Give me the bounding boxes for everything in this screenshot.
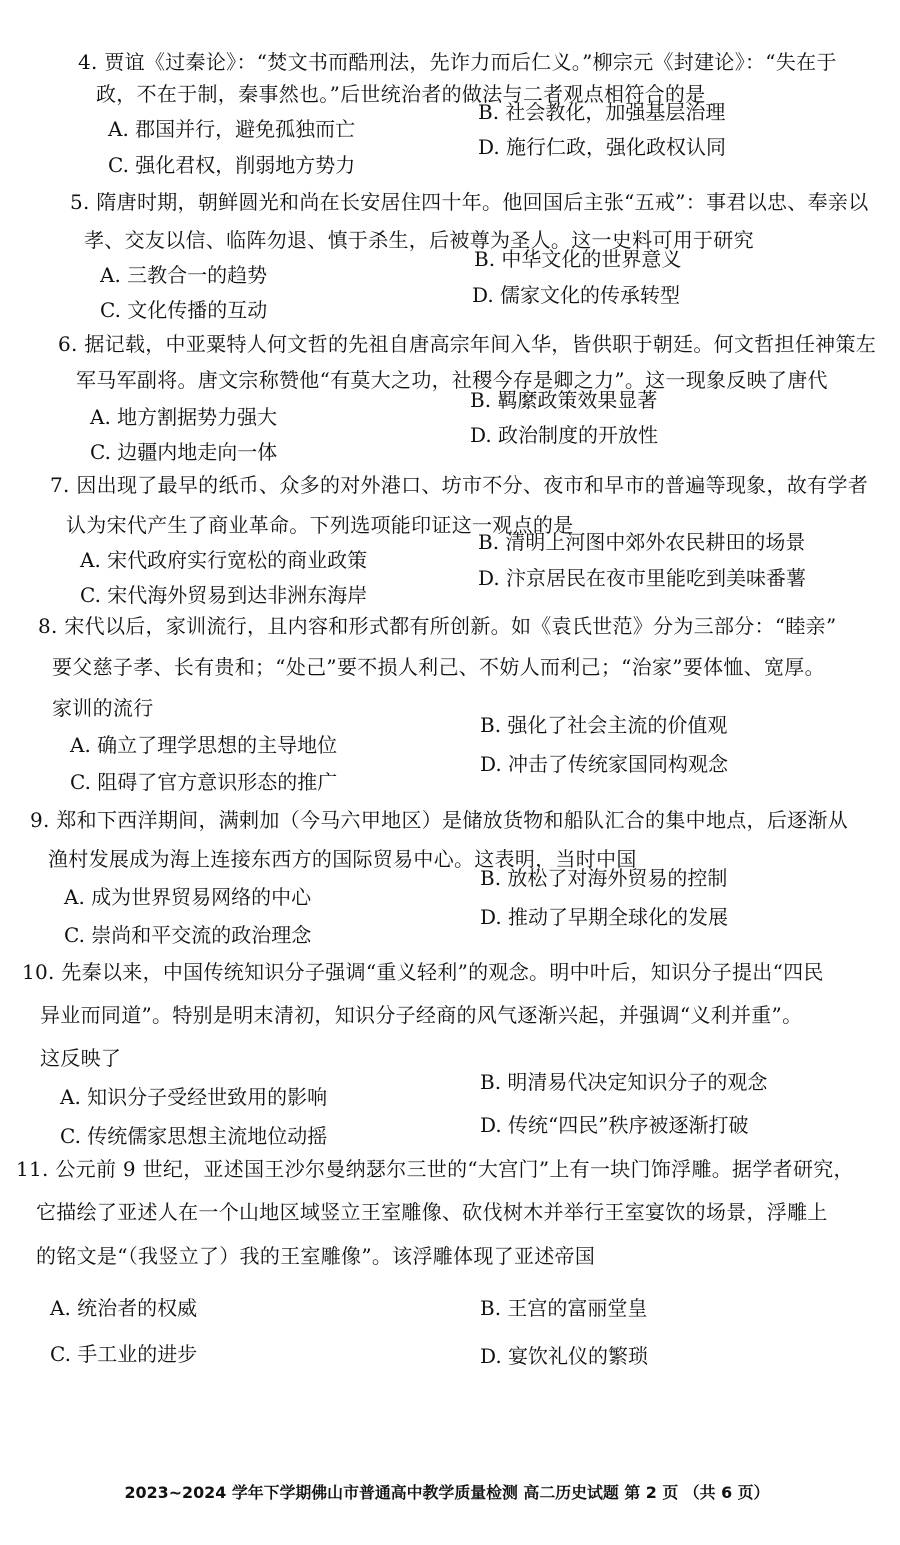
- question-9-option-c: C. 崇尚和平交流的政治理念: [64, 923, 312, 947]
- question-6-stem-line-2: 军马军副将。唐文宗称赞他“有莫大之功，社稷今存是卿之力”。这一现象反映了唐代: [76, 368, 828, 392]
- question-10-option-a: A. 知识分子受经世致用的影响: [60, 1085, 328, 1109]
- question-5-option-b: B. 中华文化的世界意义: [474, 247, 682, 271]
- question-5-option-d: D. 儒家文化的传承转型: [472, 283, 681, 307]
- question-6-option-d: D. 政治制度的开放性: [470, 423, 659, 447]
- question-7-option-c: C. 宋代海外贸易到达非洲东海岸: [80, 583, 368, 607]
- question-5-stem-line-1: 5. 隋唐时期，朝鲜圆光和尚在长安居住四十年。他回国后主张“五戒”：事君以忠、奉亲以: [70, 190, 869, 214]
- question-9-option-b: B. 放松了对海外贸易的控制: [480, 866, 728, 890]
- question-4-option-b: B. 社会教化，加强基层治理: [478, 100, 726, 124]
- question-11-option-d: D. 宴饮礼仪的繁琐: [480, 1344, 649, 1368]
- question-11-stem-line-3: 的铭文是“（我竖立了）我的王室雕像”。该浮雕体现了亚述帝国: [36, 1244, 596, 1268]
- question-5-option-c: C. 文化传播的互动: [100, 298, 268, 322]
- question-11-option-c: C. 手工业的进步: [50, 1342, 198, 1366]
- question-6-option-a: A. 地方割据势力强大: [90, 405, 278, 429]
- question-11-stem-line-2: 它描绘了亚述人在一个山地区域竖立王室雕像、砍伐树木并举行王室宴饮的场景，浮雕上: [36, 1200, 828, 1224]
- question-6-option-b: B. 羁縻政策效果显著: [470, 388, 658, 412]
- question-8-option-a: A. 确立了理学思想的主导地位: [70, 733, 338, 757]
- question-10-option-c: C. 传统儒家思想主流地位动摇: [60, 1124, 328, 1148]
- page-footer: 2023~2024 学年下学期佛山市普通高中教学质量检测 高二历史试题 第 2 页 （共 6 页）: [124, 1483, 770, 1502]
- question-10-option-b: B. 明清易代决定知识分子的观念: [480, 1070, 768, 1094]
- question-8-stem-line-3: 家训的流行: [52, 696, 154, 720]
- question-11-option-a: A. 统治者的权威: [50, 1296, 198, 1320]
- question-10-stem-line-2: 异业而同道”。特别是明末清初，知识分子经商的风气逐渐兴起，并强调“义利并重”。: [40, 1003, 803, 1027]
- question-9-option-a: A. 成为世界贸易网络的中心: [64, 885, 312, 909]
- question-4-stem-line-2: 政，不在于制，秦事然也。”后世统治者的做法与二者观点相符合的是: [96, 82, 706, 106]
- question-7-stem-line-1: 7. 因出现了最早的纸币、众多的对外港口、坊市不分、夜市和早市的普遍等现象，故有学者: [50, 473, 869, 497]
- question-8-option-d: D. 冲击了传统家国同构观念: [480, 752, 729, 776]
- question-11-stem-line-1: 11. 公元前 9 世纪，亚述国王沙尔曼纳瑟尔三世的“大宫门”上有一块门饰浮雕。据学者研究，: [16, 1157, 854, 1181]
- question-7-option-a: A. 宋代政府实行宽松的商业政策: [80, 548, 368, 572]
- question-9-option-d: D. 推动了早期全球化的发展: [480, 905, 729, 929]
- question-7-option-b: B. 清明上河图中郊外农民耕田的场景: [478, 530, 806, 554]
- question-7-option-d: D. 汴京居民在夜市里能吃到美味番薯: [478, 566, 807, 590]
- question-8-option-c: C. 阻碍了官方意识形态的推广: [70, 770, 338, 794]
- question-4-stem-line-1: 4. 贾谊《过秦论》：“焚文书而酷刑法，先诈力而后仁义。”柳宗元《封建论》：“失在于: [78, 50, 837, 74]
- question-10-stem-line-1: 10. 先秦以来，中国传统知识分子强调“重义轻利”的观念。明中叶后，知识分子提出“四民: [22, 960, 824, 984]
- question-6-stem-line-1: 6. 据记载，中亚粟特人何文哲的先祖自唐高宗年间入华，皆供职于朝廷。何文哲担任神策左: [58, 332, 877, 356]
- question-8-stem-line-2: 要父慈子孝、长有贵和；“处己”要不损人利己、不妨人而利己；“治家”要体恤、宽厚。: [52, 655, 825, 679]
- question-5-option-a: A. 三教合一的趋势: [100, 263, 268, 287]
- question-10-stem-line-3: 这反映了: [40, 1046, 122, 1070]
- question-7-stem-line-2: 认为宋代产生了商业革命。下列选项能印证这一观点的是: [66, 513, 574, 537]
- question-8-option-b: B. 强化了社会主流的价值观: [480, 713, 728, 737]
- question-9-stem-line-1: 9. 郑和下西洋期间，满剌加（今马六甲地区）是储放货物和船队汇合的集中地点，后逐渐从: [30, 808, 849, 832]
- question-4-option-d: D. 施行仁政，强化政权认同: [478, 135, 727, 159]
- question-4-option-c: C. 强化君权，削弱地方势力: [108, 153, 356, 177]
- question-8-stem-line-1: 8. 宋代以后，家训流行，且内容和形式都有所创新。如《袁氏世范》分为三部分：“睦亲”: [38, 614, 837, 638]
- question-11-option-b: B. 王宫的富丽堂皇: [480, 1296, 648, 1320]
- question-6-option-c: C. 边疆内地走向一体: [90, 440, 278, 464]
- question-5-stem-line-2: 孝、交友以信、临阵勿退、慎于杀生，后被尊为圣人。这一史料可用于研究: [84, 228, 754, 252]
- question-9-stem-line-2: 渔村发展成为海上连接东西方的国际贸易中心。这表明，当时中国: [48, 847, 637, 871]
- question-10-option-d: D. 传统“四民”秩序被逐渐打破: [480, 1113, 749, 1137]
- question-4-option-a: A. 郡国并行，避免孤独而亡: [108, 117, 356, 141]
